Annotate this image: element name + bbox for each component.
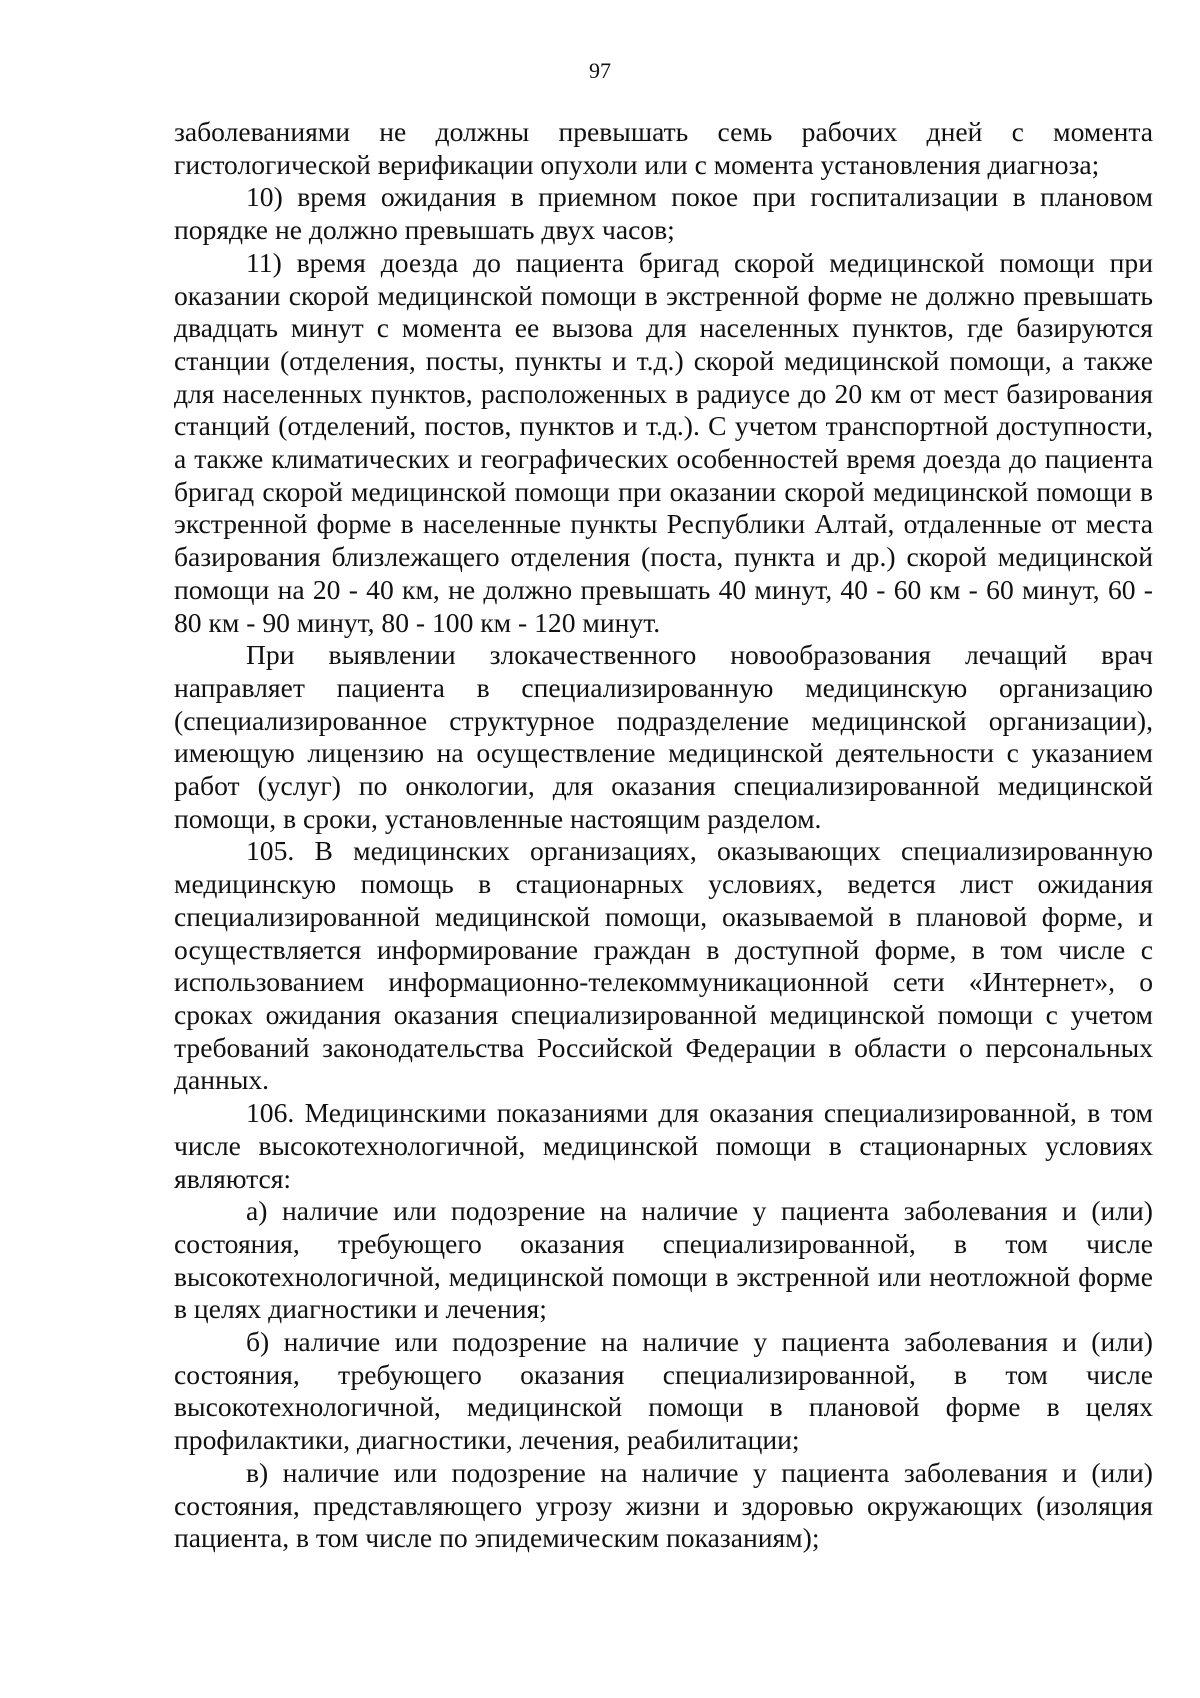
paragraph-item-10: 10) время ожидания в приемном покое при госпитализации в плановом порядке не должно превышать двух часов; bbox=[174, 181, 1153, 246]
paragraph-continuation: заболеваниями не должны превышать семь рабочих дней с момента гистологической верификации опухоли или с момента установления диагноза; bbox=[174, 116, 1153, 180]
paragraph-clause-105: 105. В медицинских организациях, оказывающих специализированную медицинскую помощь в стационарных условиях, ведется лист ожидания специализированной медицинской помощи, оказываемой в плановой форме, и осуществляется информирование граждан в доступной форме, в том числе с использованием информационно-телекоммуникационной сети «Интернет», о сроках ожидания оказания специализированной медицинской помощи с учетом требований законодательства Российской Федерации в области о персональных данных. bbox=[174, 835, 1153, 1096]
paragraph-subitem-a: а) наличие или подозрение на наличие у пациента заболевания и (или) состояния, требующего оказания специализированной, в том числе высокотехнологичной, медицинской помощи в экстренной или неотложной форме в целях диагностики и лечения; bbox=[174, 1195, 1153, 1325]
paragraph-item-11: 11) время доезда до пациента бригад скорой медицинской помощи при оказании скорой медицинской помощи в экстренной форме не должно превышать двадцать минут с момента ее вызова для населенных пунктов, где базируются станции (отделения, посты, пункты и т.д.) скорой медицинской помощи, а также для населенных пунктов, расположенных в радиусе до 20 км от мест базирования станций (отделений, постов, пунктов и т.д.). С учетом транспортной доступности, а также климатических и географических особенностей время доезда до пациента бригад скорой медицинской помощи при оказании скорой медицинской помощи в экстренной форме в населенные пункты Республики Алтай, отдаленные от места базирования близлежащего отделения (поста, пункта и др.) скорой медицинской помощи на 20 - 40 км, не должно превышать 40 минут, 40 - 60 км - 60 минут, 60 - 80 км - 90 минут, 80 - 100 км - 120 минут. bbox=[174, 246, 1153, 638]
paragraph-oncology-referral: При выявлении злокачественного новообразования лечащий врач направляет пациента в специализированную медицинскую организацию (специализированное структурное подразделение медицинской организации), имеющую лицензию на осуществление медицинской деятельности с указанием работ (услуг) по онкологии, для оказания специализированной медицинской помощи, в сроки, установленные настоящим разделом. bbox=[174, 639, 1153, 834]
paragraph-subitem-v: в) наличие или подозрение на наличие у пациента заболевания и (или) состояния, представляющего угрозу жизни и здоровью окружающих (изоляция пациента, в том числе по эпидемическим показаниям); bbox=[174, 1456, 1153, 1554]
document-body bbox=[174, 116, 1153, 1555]
paragraph-subitem-b: б) наличие или подозрение на наличие у пациента заболевания и (или) состояния, требующего оказания специализированной, в том числе высокотехнологичной, медицинской помощи в плановой форме в целях профилактики, диагностики, лечения, реабилитации; bbox=[174, 1326, 1153, 1456]
page-number: 97 bbox=[589, 58, 611, 83]
paragraph-clause-106: 106. Медицинскими показаниями для оказания специализированной, в том числе высокотехнологичной, медицинской помощи в стационарных условиях являются: bbox=[174, 1097, 1153, 1194]
